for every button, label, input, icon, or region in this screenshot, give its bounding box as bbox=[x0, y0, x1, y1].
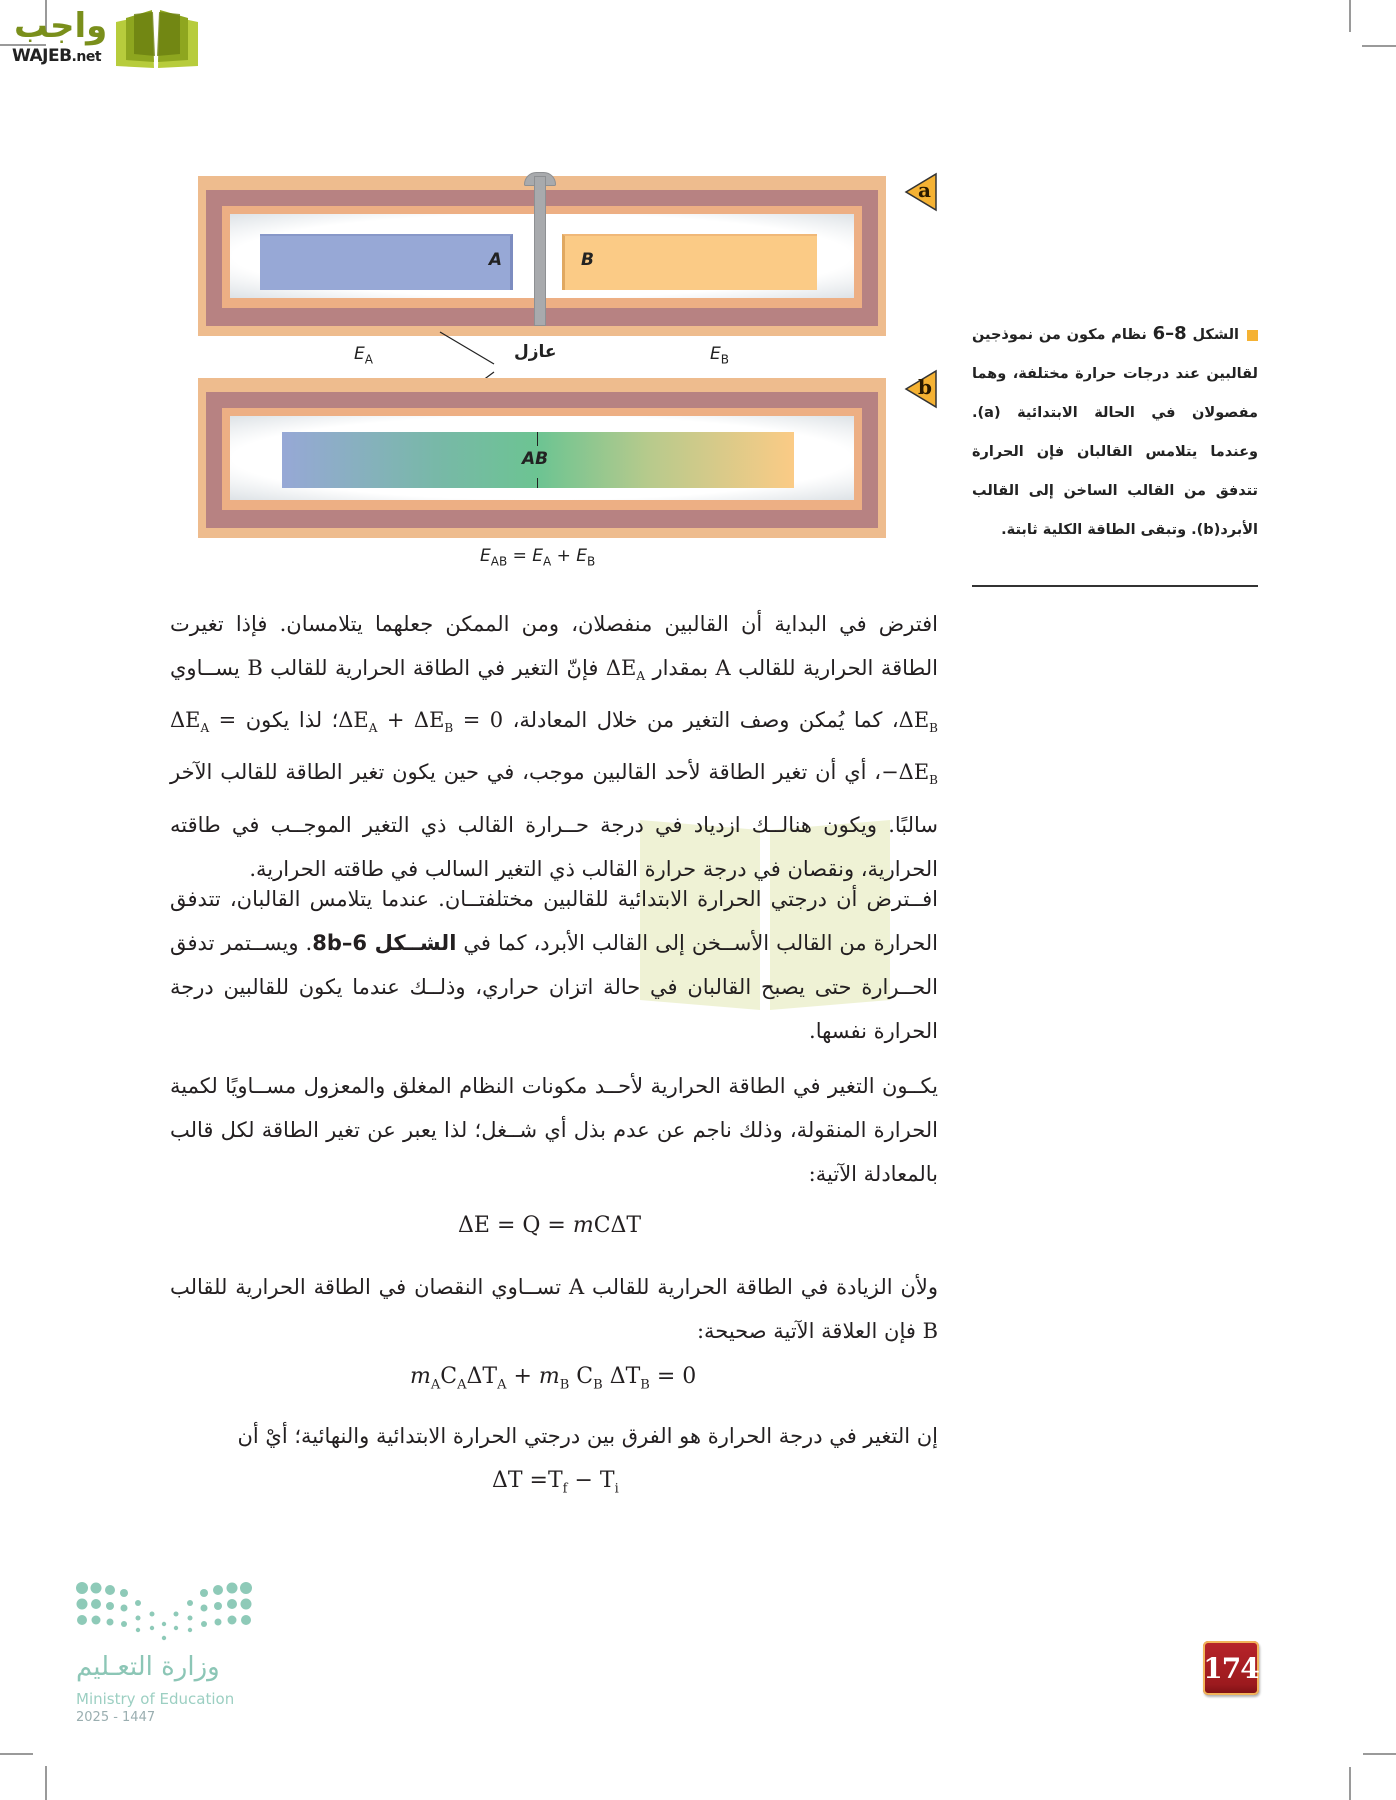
caption-bullet-icon bbox=[1247, 330, 1258, 341]
book-icon bbox=[116, 10, 198, 70]
academic-year: 2025 - 1447 bbox=[76, 1710, 156, 1725]
paragraph-2: افــترض أن درجتي الحرارة الابتدائية للقالبين مختلفتــان. عندما يتلامس القالبان، تتدفق الحرارة من القالب الأســخن إلى القالب الأبرد، كما في الشــكل 6–8b. ويســتمر تدفق الحــرارة حتى يصبح القالبان في حالة اتزان حراري، وذلــك عندما يكون للقالبين درجة الحرارة نفسها. bbox=[170, 887, 938, 1043]
equation-temperature-change: $\Delta T =T_f - T_i$ bbox=[492, 1468, 619, 1497]
crop-mark bbox=[1362, 45, 1396, 47]
energy-sum-equation: $E_{AB} = E_A + E_B$ bbox=[480, 546, 596, 569]
caption-text: نظام مكون من نموذجين لقالبين عند درجات حرارة مختلفة، وهما مفصولان في الحالة الابتدائية (a). وعندما يتلامس القالبان فإن الحرارة تتدفق من القالب الساخن إلى القالب الأبرد(b). وتبقى الطاقة الكلية ثابتة. bbox=[972, 327, 1258, 538]
figure-reference[interactable]: الشــكل 6–8b bbox=[312, 931, 457, 955]
equation-heat-balance: $m_AC_A\Delta T_A + m_B$ $C_B$ $\Delta T_B = 0$ bbox=[410, 1364, 697, 1393]
insulated-container-b bbox=[198, 378, 886, 538]
paragraph-3: يكــون التغير في الطاقة الحرارية لأحــد مكونات النظام المغلق والمعزول مســاويًا لكمية الحرارة المنقولة، وذلك ناجم عن عدم بذل أي شــغل؛ لذا يعبر عن تغير الطاقة لكل قالب بالمعادلة الآتية: bbox=[170, 1074, 938, 1186]
caption-divider bbox=[972, 585, 1258, 587]
crop-mark bbox=[0, 1753, 33, 1755]
logo-arabic-text: واجب bbox=[14, 6, 108, 46]
crop-mark bbox=[1349, 0, 1351, 32]
ministry-dots-icon bbox=[76, 1580, 252, 1650]
crop-mark bbox=[1363, 1753, 1396, 1755]
energy-a-label: $E_A$ bbox=[354, 344, 373, 367]
panel-b-marker: b bbox=[904, 369, 938, 409]
paragraph-4: ولأن الزيادة في الطاقة الحرارية للقالب A تســاوي النقصان في الطاقة الحرارية للقالب B فإن العلاقة الآتية صحيحة: bbox=[170, 1275, 938, 1343]
figure-number: 6–8 bbox=[1152, 323, 1187, 344]
block-a: A bbox=[260, 234, 513, 290]
ministry-of-education-logo bbox=[76, 1580, 252, 1730]
wajeb-logo[interactable] bbox=[10, 6, 190, 70]
crop-mark bbox=[45, 1766, 47, 1800]
logo-latin-text: WAJEB.net bbox=[12, 46, 102, 66]
equation-energy-heat: ΔE = Q = mCΔT bbox=[458, 1213, 642, 1238]
insulator-label: عازل bbox=[514, 342, 557, 362]
page-number-badge: 174 bbox=[1203, 1641, 1259, 1695]
figure-caption: الشكل 6–8 نظام مكون من نموذجين لقالبين عند درجات حرارة مختلفة، وهما مفصولان في الحالة الابتدائية (a). وعندما يتلامس القالبان فإن الحرارة تتدفق من القالب الساخن إلى القالب الأبرد(b). وتبقى الطاقة الكلية ثابتة. bbox=[972, 323, 1258, 538]
block-b: B bbox=[562, 234, 817, 290]
insulator-pin bbox=[534, 176, 546, 326]
paragraph-5: إن التغير في درجة الحرارة هو الفرق بين درجتي الحرارة الابتدائية والنهائية؛ أيْ أن bbox=[237, 1424, 938, 1448]
panel-a-marker: a bbox=[904, 172, 938, 212]
paragraph-1: افترض في البداية أن القالبين منفصلان، ومن الممكن جعلهما يتلامسان. فإذا تغيرت الطاقة الحرارية للقالب A بمقدار $\Delta E_A$ فإنّ التغير في الطاقة الحرارية للقالب B يســاوي $\Delta E_B،$ كما يُمكن وصف التغير من خلال المعادلة، $\Delta E_A + \Delta E_B$ = 0؛ لذا يكون $\Delta E_A$ = $-\Delta E_B،$ أي أن تغير الطاقة لأحد القالبين موجب، في حين يكون تغير الطاقة للقالب الآخر سالبًا. ويكون هنالــك ازدياد في درجة حــرارة القالب ذي التغير الموجــب في طاقته الحرارية، ونقصان في درجة حرارة القالب ذي التغير السالب في طاقته الحرارية. bbox=[170, 612, 938, 881]
energy-b-label: $E_B$ bbox=[710, 344, 729, 367]
crop-mark bbox=[1349, 1767, 1351, 1800]
ministry-english-name: Ministry of Education bbox=[76, 1690, 235, 1708]
figure-6-8 bbox=[198, 172, 886, 572]
block-ab: AB bbox=[282, 432, 794, 488]
ministry-arabic-name: وزارة التعـليم bbox=[76, 1652, 220, 1682]
